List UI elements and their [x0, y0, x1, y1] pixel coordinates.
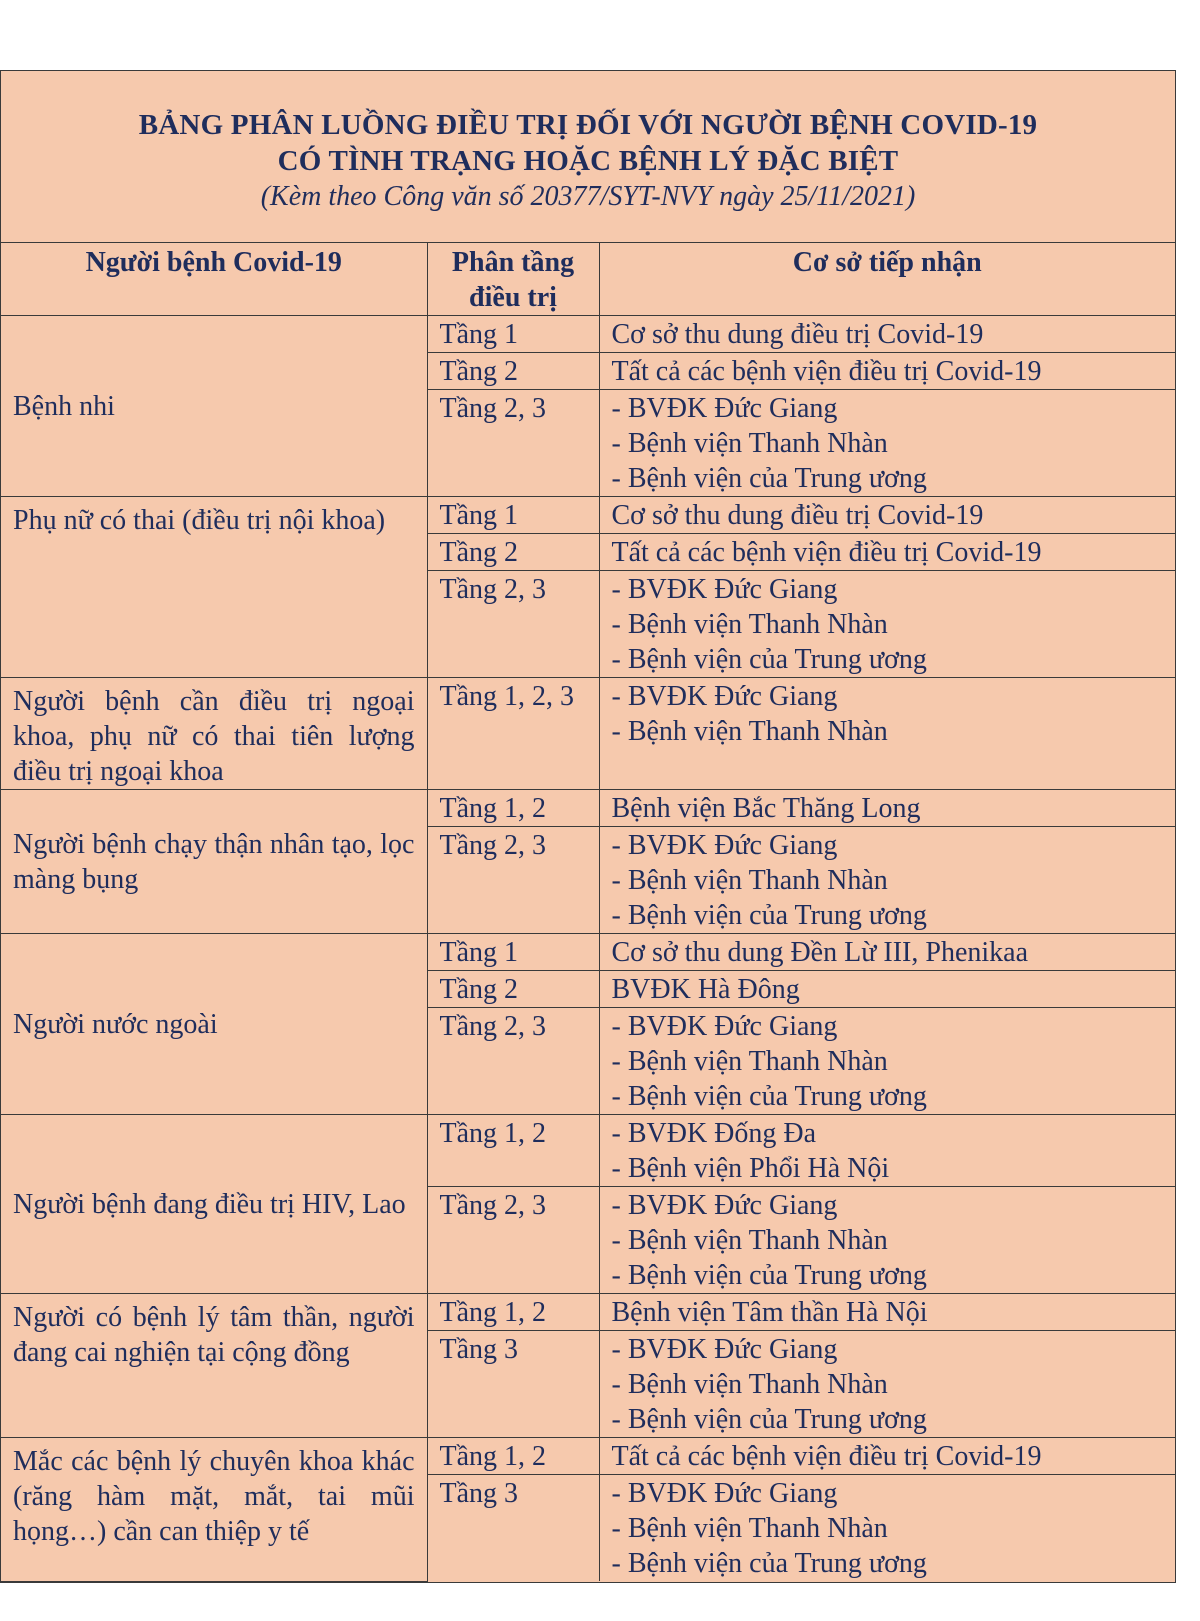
facility-line: Cơ sở thu dung điều trị Covid-19 — [611, 500, 984, 531]
table-row — [1, 1115, 1175, 1187]
facility-line: - Bệnh viện của Trung ương — [611, 1548, 927, 1579]
facility-line: Tất cả các bệnh viện điều trị Covid-19 — [611, 356, 1042, 387]
document-title-line-1: BẢNG PHÂN LUỒNG ĐIỀU TRỊ ĐỐI VỚI NGƯỜI BỆNH COVID-19 — [138, 109, 1038, 141]
table-header-row — [1, 243, 1175, 316]
facility-line: - BVĐK Đức Giang — [611, 1190, 838, 1221]
facility-line: - Bệnh viện Thanh Nhàn — [611, 1046, 888, 1077]
table-body — [1, 316, 1175, 1582]
treatment-level-cell: Tầng 1, 2, 3 — [427, 678, 599, 790]
document-subtitle: (Kèm theo Công văn số 20377/SYT-NVY ngày 25/11/2021) — [260, 181, 916, 212]
facility-line: - BVĐK Đức Giang — [611, 830, 838, 861]
treatment-level-cell: Tầng 2 — [427, 971, 599, 1008]
facility-line: - Bệnh viện Thanh Nhàn — [611, 1225, 888, 1256]
facility-line: - BVĐK Đức Giang — [611, 574, 838, 605]
facility-cell — [599, 827, 1175, 934]
patient-group-cell: Mắc các bệnh lý chuyên khoa khác (răng hàm mặt, mắt, tai mũi họng…) cần can thiệp y tế — [1, 1438, 427, 1582]
document-sheet — [0, 70, 1176, 1583]
patient-group-cell: Người nước ngoài — [1, 934, 427, 1115]
facility-line: Cơ sở thu dung Đền Lừ III, Phenikaa — [611, 937, 1028, 968]
treatment-level-cell: Tầng 3 — [427, 1331, 599, 1438]
treatment-level-cell: Tầng 2, 3 — [427, 1187, 599, 1294]
facility-cell — [599, 353, 1175, 390]
facility-cell — [599, 1008, 1175, 1115]
facility-line: - Bệnh viện của Trung ương — [611, 1260, 927, 1291]
table-row — [1, 1438, 1175, 1475]
treatment-level-cell: Tầng 1, 2 — [427, 1294, 599, 1331]
facility-cell — [599, 1187, 1175, 1294]
treatment-level-cell: Tầng 1 — [427, 316, 599, 353]
treatment-level-cell: Tầng 2, 3 — [427, 390, 599, 497]
facility-line: - Bệnh viện Phổi Hà Nội — [611, 1153, 890, 1184]
patient-group-cell: Người bệnh cần điều trị ngoại khoa, phụ nữ có thai tiên lượng điều trị ngoại khoa — [1, 678, 427, 790]
facility-cell — [599, 934, 1175, 971]
treatment-level-cell: Tầng 1, 2 — [427, 1115, 599, 1187]
facility-cell — [599, 534, 1175, 571]
table-row — [1, 1294, 1175, 1331]
facility-cell — [599, 678, 1175, 790]
facility-cell — [599, 1475, 1175, 1582]
facility-line: Tất cả các bệnh viện điều trị Covid-19 — [611, 537, 1042, 568]
facility-cell — [599, 1331, 1175, 1438]
patient-group-cell: Bệnh nhi — [1, 316, 427, 497]
facility-cell — [599, 571, 1175, 678]
table-row — [1, 497, 1175, 534]
facility-line: - Bệnh viện của Trung ương — [611, 463, 927, 494]
table-row — [1, 790, 1175, 827]
column-header-facility: Cơ sở tiếp nhận — [599, 243, 1175, 316]
column-header-patient: Người bệnh Covid-19 — [1, 243, 427, 316]
facility-cell — [599, 971, 1175, 1008]
treatment-level-cell: Tầng 2, 3 — [427, 1008, 599, 1115]
treatment-level-cell: Tầng 3 — [427, 1475, 599, 1582]
facility-line: Tất cả các bệnh viện điều trị Covid-19 — [611, 1441, 1042, 1472]
facility-line: BVĐK Hà Đông — [611, 974, 800, 1005]
title-block — [1, 71, 1175, 243]
facility-line: - BVĐK Đức Giang — [611, 1011, 838, 1042]
treatment-level-cell: Tầng 1 — [427, 934, 599, 971]
facility-cell — [599, 790, 1175, 827]
patient-group-cell: Người bệnh chạy thận nhân tạo, lọc màng bụng — [1, 790, 427, 934]
facility-line: Cơ sở thu dung điều trị Covid-19 — [611, 319, 984, 350]
facility-line: - Bệnh viện Thanh Nhàn — [611, 609, 888, 640]
treatment-level-cell: Tầng 2 — [427, 534, 599, 571]
treatment-level-cell: Tầng 2 — [427, 353, 599, 390]
patient-group-cell: Phụ nữ có thai (điều trị nội khoa) — [1, 497, 427, 678]
treatment-level-cell: Tầng 2, 3 — [427, 571, 599, 678]
treatment-level-cell: Tầng 1, 2 — [427, 790, 599, 827]
triage-table — [1, 243, 1175, 1582]
facility-line: - Bệnh viện Thanh Nhàn — [611, 865, 888, 896]
facility-line: Bệnh viện Bắc Thăng Long — [611, 793, 921, 824]
facility-line: - Bệnh viện Thanh Nhàn — [611, 716, 888, 747]
facility-cell — [599, 316, 1175, 353]
facility-line: - BVĐK Đống Đa — [611, 1118, 817, 1149]
facility-line: - Bệnh viện của Trung ương — [611, 900, 927, 931]
facility-cell — [599, 497, 1175, 534]
facility-line: - BVĐK Đức Giang — [611, 681, 838, 712]
facility-cell — [599, 1115, 1175, 1187]
facility-line: - Bệnh viện của Trung ương — [611, 644, 927, 675]
facility-line: - Bệnh viện Thanh Nhàn — [611, 428, 888, 459]
facility-cell — [599, 1294, 1175, 1331]
treatment-level-cell: Tầng 1 — [427, 497, 599, 534]
facility-cell — [599, 1438, 1175, 1475]
column-header-level: Phân tầng điều trị — [427, 243, 599, 316]
facility-line: - Bệnh viện Thanh Nhàn — [611, 1513, 888, 1544]
facility-line: - Bệnh viện của Trung ương — [611, 1081, 927, 1112]
facility-line: - Bệnh viện của Trung ương — [611, 1404, 927, 1435]
facility-line: Bệnh viện Tâm thần Hà Nội — [611, 1297, 928, 1328]
facility-line: - BVĐK Đức Giang — [611, 1334, 838, 1365]
table-row — [1, 934, 1175, 971]
facility-line: - Bệnh viện Thanh Nhàn — [611, 1369, 888, 1400]
table-row — [1, 678, 1175, 790]
patient-group-cell: Người bệnh đang điều trị HIV, Lao — [1, 1115, 427, 1294]
treatment-level-cell: Tầng 1, 2 — [427, 1438, 599, 1475]
patient-group-cell: Người có bệnh lý tâm thần, người đang cai nghiện tại cộng đồng — [1, 1294, 427, 1438]
table-row — [1, 316, 1175, 353]
document-title-line-2: CÓ TÌNH TRẠNG HOẶC BỆNH LÝ ĐẶC BIỆT — [277, 145, 899, 177]
treatment-level-cell: Tầng 2, 3 — [427, 827, 599, 934]
facility-line: - BVĐK Đức Giang — [611, 1478, 838, 1509]
facility-cell — [599, 390, 1175, 497]
facility-line: - BVĐK Đức Giang — [611, 393, 838, 424]
